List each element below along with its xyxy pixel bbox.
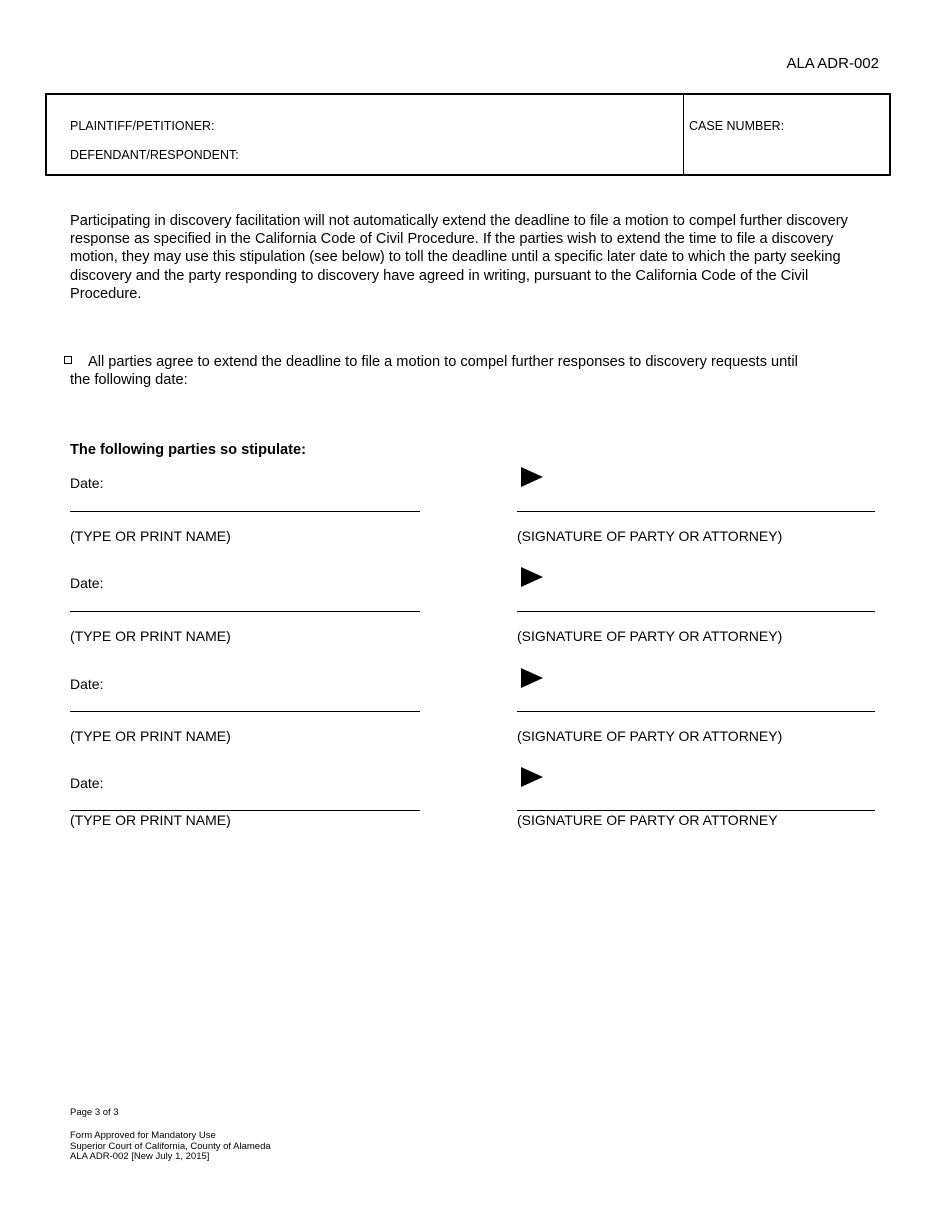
form-id: ALA ADR-002: [786, 55, 879, 72]
form-approval-note: [70, 1131, 271, 1163]
signature-line[interactable]: [517, 810, 875, 811]
name-label: (TYPE OR PRINT NAME): [70, 812, 231, 828]
signature-line[interactable]: [517, 711, 875, 712]
signature-line[interactable]: [517, 511, 875, 512]
notice-paragraph: Participating in discovery facilitation will not automatically extend the deadline to file a motion to compel further discovery response as specified in the California Code of Civil Procedure. If the parties wish to extend the time to file a discovery motion, they may use this stipulation (see below) to toll the deadline until a specific later date to which the party seeking discovery and the party responding to discovery have agreed in writing, pursuant to the California Code of the Civil Procedure.: [70, 213, 848, 302]
name-label: (TYPE OR PRINT NAME): [70, 528, 231, 544]
date-line[interactable]: [70, 511, 420, 512]
sign-here-arrow-icon: [521, 668, 543, 688]
date-label: Date:: [70, 775, 104, 791]
name-label: (TYPE OR PRINT NAME): [70, 628, 231, 644]
signature-label: (SIGNATURE OF PARTY OR ATTORNEY): [517, 528, 783, 544]
parties-cell: [47, 95, 684, 174]
approval-line-3: ALA ADR-002 [New July 1, 2015]: [70, 1151, 210, 1163]
stipulation-heading: The following parties so stipulate:: [70, 442, 306, 458]
sign-here-arrow-icon: [521, 567, 543, 587]
agreement-row: [64, 353, 864, 389]
date-label: Date:: [70, 475, 104, 491]
signature-label: (SIGNATURE OF PARTY OR ATTORNEY): [517, 728, 783, 744]
approval-line-1: Form Approved for Mandatory Use: [70, 1130, 216, 1141]
signature-label: (SIGNATURE OF PARTY OR ATTORNEY: [517, 812, 778, 828]
date-line[interactable]: [70, 611, 420, 612]
agreement-checkbox[interactable]: [64, 356, 72, 364]
page-number: Page 3 of 3: [70, 1107, 119, 1118]
signature-label: (SIGNATURE OF PARTY OR ATTORNEY): [517, 628, 783, 644]
date-label: Date:: [70, 575, 104, 591]
date-line[interactable]: [70, 810, 420, 811]
date-line[interactable]: [70, 711, 420, 712]
agreement-text-line1: All parties agree to extend the deadline to file a motion to compel further responses to discovery requests until: [88, 354, 798, 370]
case-number-label: CASE NUMBER:: [689, 119, 785, 133]
approval-line-2: Superior Court of California, County of Alameda: [70, 1140, 271, 1152]
sign-here-arrow-icon: [521, 767, 543, 787]
name-label: (TYPE OR PRINT NAME): [70, 728, 231, 744]
defendant-label: DEFENDANT/RESPONDENT:: [70, 148, 239, 162]
date-label: Date:: [70, 676, 104, 692]
signature-line[interactable]: [517, 611, 875, 612]
agreement-text-line2: the following date:: [70, 372, 188, 389]
case-caption-box: [45, 93, 891, 176]
sign-here-arrow-icon: [521, 467, 543, 487]
plaintiff-label: PLAINTIFF/PETITIONER:: [70, 119, 215, 133]
